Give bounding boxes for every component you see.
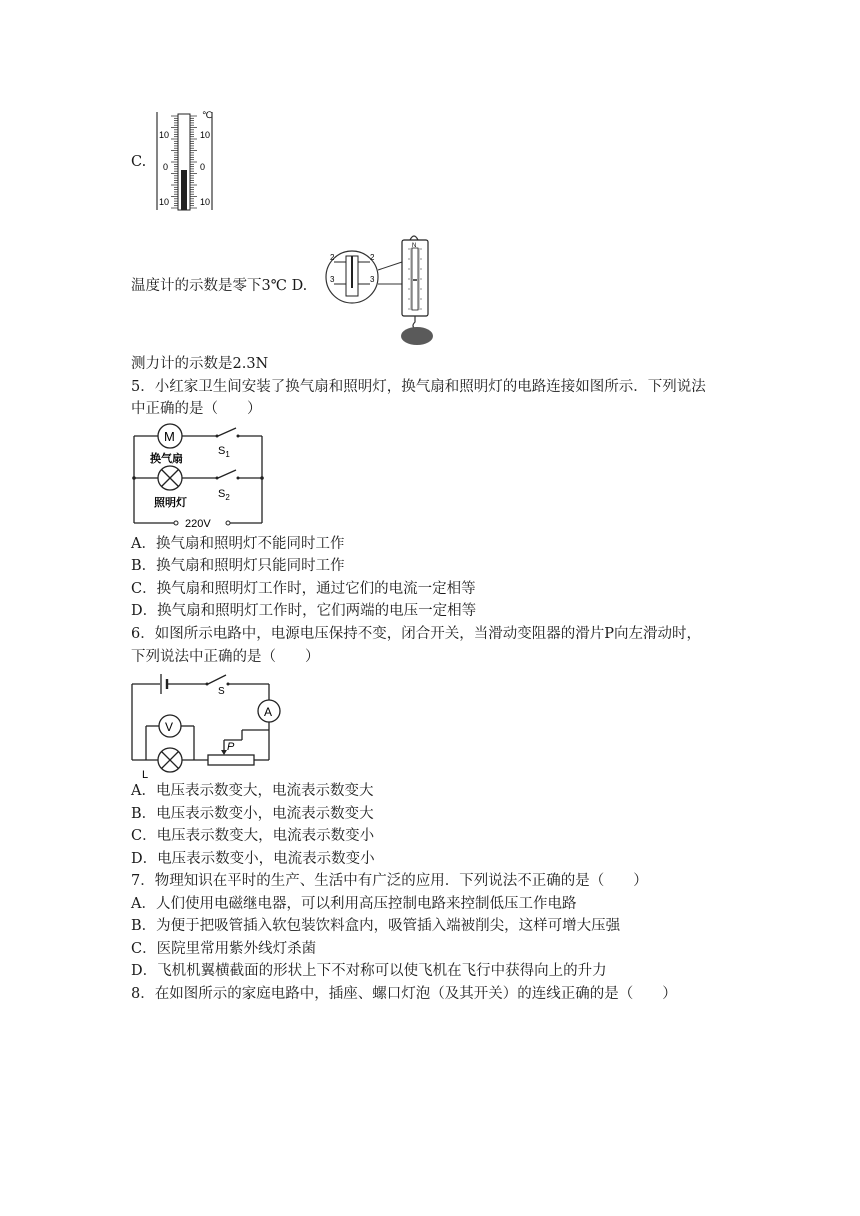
q6-stem-line2: 下列说法中正确的是（ ） (131, 649, 320, 665)
thermo-right-mid: 0 (200, 162, 206, 172)
force-meter-unit: N (412, 243, 417, 249)
lamp-label: 照明灯 (154, 497, 187, 509)
zoom-label-3-left: 3 (330, 275, 335, 284)
q5-option-c[interactable]: C．换气扇和照明灯工作时，通过它们的电流一定相等 (131, 581, 476, 597)
q4-option-c-letter: C. (131, 154, 147, 170)
thermo-unit: ℃ (202, 110, 213, 120)
q6-circuit-diagram (128, 670, 288, 782)
q7-option-b[interactable]: B．为便于把吸管插入软包装饮料盒内，吸管插入端被削尖，这样可增大压强 (131, 918, 621, 934)
q6-stem-line1: 6．如图所示电路中，电源电压保持不变，闭合开关，当滑动变阻器的滑片P向左滑动时， (131, 626, 701, 642)
voltmeter-label: V (165, 720, 174, 734)
rheostat (208, 755, 254, 765)
q4-option-d-letter: D. (291, 278, 308, 294)
zoom-label-2-right: 2 (370, 253, 375, 262)
force-meter-figure (322, 232, 442, 347)
fan-label: 换气扇 (150, 453, 183, 465)
s1-label: $S_1$ (218, 445, 230, 459)
switch-s2 (218, 470, 236, 478)
q7-option-c[interactable]: C．医院里常用紫外线灯杀菌 (131, 941, 317, 957)
q4-option-c-text: 温度计的示数是零下3℃ (131, 278, 287, 294)
q8-stem: 8．在如图所示的家庭电路中，插座、螺口灯泡（及其开关）的连线正确的是（ ） (131, 986, 677, 1002)
thermo-left-mid: 0 (163, 162, 169, 172)
q7-stem: 7．物理知识在平时的生产、生活中有广泛的应用．下列说法不正确的是（ ） (131, 873, 648, 889)
zoom-label-2-left: 2 (330, 253, 335, 262)
switch-label: S (218, 686, 225, 697)
q6-option-b[interactable]: B．电压表示数变小，电流表示数变大 (131, 806, 374, 822)
q4-option-c-caption (131, 276, 307, 296)
q5-stem-line1: 5．小红家卫生间安装了换气扇和照明灯，换气扇和照明灯的电路连接如图所示．下列说法 (131, 379, 706, 395)
q6-option-c[interactable]: C．电压表示数变大，电流表示数变小 (131, 828, 375, 844)
slider-label: P (227, 741, 235, 753)
q4-option-d-caption: 测力计的示数是2.3N (131, 356, 269, 372)
switch-s1 (218, 428, 236, 436)
q5-option-b[interactable]: B．换气扇和照明灯只能同时工作 (131, 558, 345, 574)
q7-option-d[interactable]: D．飞机机翼横截面的形状上下不对称可以使飞机在飞行中获得向上的升力 (131, 963, 607, 979)
q5-option-d[interactable]: D．换气扇和照明灯工作时，它们两端的电压一定相等 (131, 603, 477, 619)
ammeter-label: A (264, 705, 273, 719)
lamp-label: L (142, 769, 149, 781)
s2-label: $S_2$ (218, 488, 230, 502)
q5-option-a[interactable]: A．换气扇和照明灯不能同时工作 (131, 536, 345, 552)
q6-option-d[interactable]: D．电压表示数变小，电流表示数变小 (131, 851, 375, 867)
zoom-label-3-right: 3 (370, 275, 375, 284)
thermo-left-bottom: 10 (159, 197, 170, 207)
thermometer-figure (150, 106, 220, 216)
thermo-left-top: 10 (159, 130, 170, 140)
motor-label: M (164, 429, 175, 444)
switch-s (208, 675, 226, 684)
q6-option-a[interactable]: A．电压表示数变大，电流表示数变大 (131, 783, 374, 799)
thermo-right-bottom: 10 (200, 197, 211, 207)
q5-stem-line2: 中正确的是（ ） (131, 401, 262, 417)
q7-option-a[interactable]: A．人们使用电磁继电器，可以利用高压控制电路来控制低压工作电路 (131, 896, 577, 912)
q5-circuit-diagram (128, 422, 270, 530)
thermo-right-top: 10 (200, 130, 211, 140)
source-label: 220V (185, 518, 211, 530)
